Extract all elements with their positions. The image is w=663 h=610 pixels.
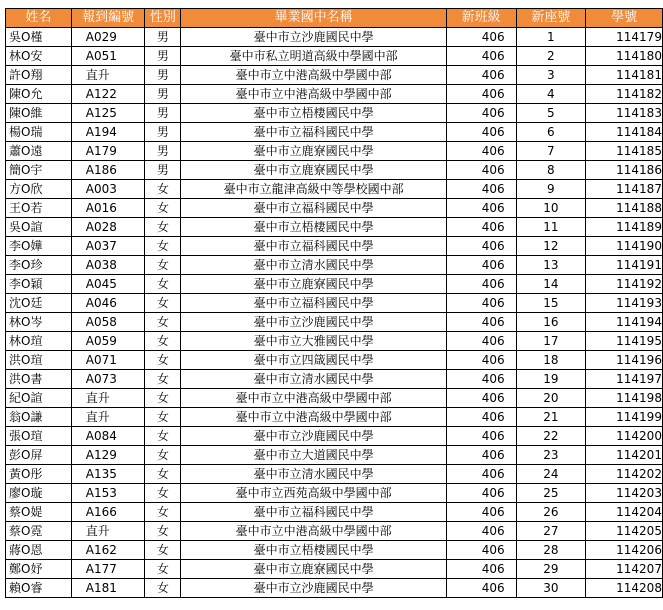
cell-class-number: 406 (446, 47, 516, 66)
cell-class-number: 406 (446, 313, 516, 332)
cell-class-number: 406 (446, 161, 516, 180)
cell-class-number: 406 (446, 389, 516, 408)
cell-class-number: 406 (446, 66, 516, 85)
cell-student-id: 114201 (586, 446, 663, 465)
cell-student-id: 114185 (586, 142, 663, 161)
cell-checkin-code: A162 (71, 541, 145, 560)
cell-gender: 女 (145, 199, 181, 218)
cell-seat-number: 2 (516, 47, 586, 66)
header-row (6, 9, 663, 28)
table-row (6, 66, 663, 85)
cell-class-number: 406 (446, 294, 516, 313)
cell-gender: 女 (145, 408, 181, 427)
cell-class-number: 406 (446, 427, 516, 446)
cell-student-name: 洪O書 (6, 370, 72, 389)
table-row (6, 104, 663, 123)
cell-seat-number: 11 (516, 218, 586, 237)
table-row (6, 294, 663, 313)
table-row (6, 28, 663, 47)
cell-seat-number: 8 (516, 161, 586, 180)
roster-body (6, 28, 663, 598)
cell-class-number: 406 (446, 541, 516, 560)
cell-student-name: 李O穎 (6, 275, 72, 294)
cell-student-name: 簡O宇 (6, 161, 72, 180)
cell-student-id: 114204 (586, 503, 663, 522)
cell-class-number: 406 (446, 256, 516, 275)
cell-student-id: 114182 (586, 85, 663, 104)
cell-seat-number: 30 (516, 579, 586, 598)
cell-checkin-code: A016 (71, 199, 145, 218)
cell-gender: 女 (145, 446, 181, 465)
header-gender: 性別 (145, 9, 181, 28)
cell-student-name: 陳O允 (6, 85, 72, 104)
cell-gender: 女 (145, 351, 181, 370)
cell-school-name: 臺中市立鹿寮國民中學 (181, 161, 446, 180)
cell-student-id: 114186 (586, 161, 663, 180)
cell-school-name: 臺中市立大雅國民中學 (181, 332, 446, 351)
header-school: 畢業國中名稱 (181, 9, 446, 28)
cell-gender: 男 (145, 85, 181, 104)
cell-student-name: 沈O廷 (6, 294, 72, 313)
cell-student-id: 114198 (586, 389, 663, 408)
cell-seat-number: 29 (516, 560, 586, 579)
cell-checkin-code: A029 (71, 28, 145, 47)
cell-student-id: 114190 (586, 237, 663, 256)
cell-gender: 女 (145, 503, 181, 522)
cell-student-id: 114197 (586, 370, 663, 389)
cell-gender: 男 (145, 47, 181, 66)
cell-class-number: 406 (446, 560, 516, 579)
cell-class-number: 406 (446, 237, 516, 256)
cell-student-id: 114179 (586, 28, 663, 47)
cell-class-number: 406 (446, 408, 516, 427)
cell-gender: 女 (145, 465, 181, 484)
cell-student-name: 紀O諠 (6, 389, 72, 408)
cell-student-name: 蔡O媞 (6, 503, 72, 522)
cell-student-id: 114183 (586, 104, 663, 123)
cell-student-id: 114195 (586, 332, 663, 351)
cell-student-id: 114189 (586, 218, 663, 237)
table-row (6, 275, 663, 294)
cell-student-id: 114188 (586, 199, 663, 218)
cell-seat-number: 22 (516, 427, 586, 446)
table-row (6, 484, 663, 503)
cell-seat-number: 28 (516, 541, 586, 560)
cell-school-name: 臺中市立福科國民中學 (181, 123, 446, 142)
header-student-id: 學號 (586, 9, 663, 28)
cell-student-name: 吳O槿 (6, 28, 72, 47)
cell-student-id: 114192 (586, 275, 663, 294)
cell-seat-number: 9 (516, 180, 586, 199)
cell-seat-number: 15 (516, 294, 586, 313)
cell-student-name: 陳O維 (6, 104, 72, 123)
cell-class-number: 406 (446, 351, 516, 370)
cell-school-name: 臺中市立沙鹿國民中學 (181, 28, 446, 47)
cell-class-number: 406 (446, 180, 516, 199)
cell-class-number: 406 (446, 85, 516, 104)
cell-checkin-code: A177 (71, 560, 145, 579)
cell-student-name: 蔣O恩 (6, 541, 72, 560)
cell-checkin-code: A046 (71, 294, 145, 313)
cell-school-name: 臺中市立福科國民中學 (181, 199, 446, 218)
cell-student-name: 彭O屏 (6, 446, 72, 465)
cell-school-name: 臺中市立清水國民中學 (181, 256, 446, 275)
cell-school-name: 臺中市立福科國民中學 (181, 237, 446, 256)
table-row (6, 389, 663, 408)
table-row (6, 370, 663, 389)
cell-student-name: 洪O瑄 (6, 351, 72, 370)
table-row (6, 332, 663, 351)
cell-student-id: 114181 (586, 66, 663, 85)
cell-class-number: 406 (446, 522, 516, 541)
cell-checkin-code: A073 (71, 370, 145, 389)
cell-school-name: 臺中市立中港高級中學國中部 (181, 522, 446, 541)
cell-school-name: 臺中市立梧棲國民中學 (181, 541, 446, 560)
cell-student-id: 114205 (586, 522, 663, 541)
cell-student-name: 林O安 (6, 47, 72, 66)
cell-checkin-code: A166 (71, 503, 145, 522)
cell-seat-number: 16 (516, 313, 586, 332)
cell-gender: 女 (145, 275, 181, 294)
cell-student-name: 王O若 (6, 199, 72, 218)
cell-student-id: 114187 (586, 180, 663, 199)
cell-class-number: 406 (446, 370, 516, 389)
table-row (6, 522, 663, 541)
cell-gender: 女 (145, 332, 181, 351)
cell-seat-number: 17 (516, 332, 586, 351)
cell-seat-number: 23 (516, 446, 586, 465)
cell-student-id: 114180 (586, 47, 663, 66)
cell-student-id: 114191 (586, 256, 663, 275)
cell-student-name: 鄭O妤 (6, 560, 72, 579)
table-row (6, 408, 663, 427)
cell-gender: 女 (145, 541, 181, 560)
cell-checkin-code: A003 (71, 180, 145, 199)
cell-seat-number: 4 (516, 85, 586, 104)
cell-school-name: 臺中市立鹿寮國民中學 (181, 142, 446, 161)
cell-checkin-code: A135 (71, 465, 145, 484)
cell-school-name: 臺中市立四箴國民中學 (181, 351, 446, 370)
table-row (6, 560, 663, 579)
cell-class-number: 406 (446, 503, 516, 522)
cell-gender: 男 (145, 66, 181, 85)
cell-student-name: 李O珍 (6, 256, 72, 275)
cell-checkin-code: A059 (71, 332, 145, 351)
table-row (6, 161, 663, 180)
cell-seat-number: 12 (516, 237, 586, 256)
cell-student-name: 許O翔 (6, 66, 72, 85)
cell-checkin-code: A058 (71, 313, 145, 332)
cell-school-name: 臺中市立清水國民中學 (181, 465, 446, 484)
table-row (6, 199, 663, 218)
cell-gender: 男 (145, 161, 181, 180)
table-row (6, 47, 663, 66)
cell-seat-number: 25 (516, 484, 586, 503)
cell-gender: 男 (145, 104, 181, 123)
cell-seat-number: 14 (516, 275, 586, 294)
cell-student-id: 114184 (586, 123, 663, 142)
table-row (6, 351, 663, 370)
table-row (6, 446, 663, 465)
cell-student-name: 楊O瑞 (6, 123, 72, 142)
table-row (6, 256, 663, 275)
cell-checkin-code: A028 (71, 218, 145, 237)
table-row (6, 218, 663, 237)
cell-student-name: 黃O彤 (6, 465, 72, 484)
cell-checkin-code: A122 (71, 85, 145, 104)
cell-class-number: 406 (446, 465, 516, 484)
cell-school-name: 臺中市立梧棲國民中學 (181, 104, 446, 123)
cell-school-name: 臺中市立沙鹿國民中學 (181, 579, 446, 598)
cell-gender: 女 (145, 256, 181, 275)
cell-school-name: 臺中市立西苑高級中學國中部 (181, 484, 446, 503)
cell-student-id: 114196 (586, 351, 663, 370)
cell-student-id: 114203 (586, 484, 663, 503)
table-row (6, 237, 663, 256)
cell-checkin-code: A045 (71, 275, 145, 294)
cell-class-number: 406 (446, 104, 516, 123)
cell-checkin-code: A038 (71, 256, 145, 275)
cell-class-number: 406 (446, 28, 516, 47)
cell-gender: 女 (145, 313, 181, 332)
cell-school-name: 臺中市立福科國民中學 (181, 294, 446, 313)
cell-seat-number: 18 (516, 351, 586, 370)
cell-school-name: 臺中市立鹿寮國民中學 (181, 560, 446, 579)
cell-class-number: 406 (446, 199, 516, 218)
table-row (6, 541, 663, 560)
cell-seat-number: 26 (516, 503, 586, 522)
cell-student-id: 114206 (586, 541, 663, 560)
table-row (6, 579, 663, 598)
header-class: 新班級 (446, 9, 516, 28)
cell-student-id: 114193 (586, 294, 663, 313)
table-row (6, 123, 663, 142)
cell-student-name: 蕭O遠 (6, 142, 72, 161)
table-row (6, 427, 663, 446)
cell-seat-number: 5 (516, 104, 586, 123)
cell-student-name: 林O瑄 (6, 332, 72, 351)
cell-seat-number: 7 (516, 142, 586, 161)
cell-student-name: 廖O璇 (6, 484, 72, 503)
cell-seat-number: 27 (516, 522, 586, 541)
table-row (6, 313, 663, 332)
cell-school-name: 臺中市立中港高級中學國中部 (181, 85, 446, 104)
cell-seat-number: 20 (516, 389, 586, 408)
cell-student-id: 114200 (586, 427, 663, 446)
cell-gender: 男 (145, 123, 181, 142)
cell-gender: 女 (145, 389, 181, 408)
cell-school-name: 臺中市立鹿寮國民中學 (181, 275, 446, 294)
cell-gender: 男 (145, 142, 181, 161)
cell-checkin-code: A084 (71, 427, 145, 446)
cell-checkin-code: A186 (71, 161, 145, 180)
cell-school-name: 臺中市立大道國民中學 (181, 446, 446, 465)
table-row (6, 503, 663, 522)
cell-school-name: 臺中市私立明道高級中學國中部 (181, 47, 446, 66)
header-code: 報到編號 (71, 9, 145, 28)
cell-school-name: 臺中市立中港高級中學國中部 (181, 408, 446, 427)
cell-class-number: 406 (446, 142, 516, 161)
cell-seat-number: 6 (516, 123, 586, 142)
cell-checkin-code: A179 (71, 142, 145, 161)
cell-student-id: 114194 (586, 313, 663, 332)
cell-gender: 女 (145, 522, 181, 541)
cell-school-name: 臺中市立梧棲國民中學 (181, 218, 446, 237)
cell-student-name: 李O嬅 (6, 237, 72, 256)
cell-checkin-code: 直升 (71, 522, 145, 541)
cell-class-number: 406 (446, 275, 516, 294)
cell-seat-number: 1 (516, 28, 586, 47)
cell-checkin-code: A037 (71, 237, 145, 256)
cell-gender: 女 (145, 218, 181, 237)
cell-seat-number: 19 (516, 370, 586, 389)
cell-school-name: 臺中市立龍津高級中等學校國中部 (181, 180, 446, 199)
cell-gender: 女 (145, 370, 181, 389)
cell-checkin-code: 直升 (71, 408, 145, 427)
cell-seat-number: 3 (516, 66, 586, 85)
cell-gender: 女 (145, 560, 181, 579)
cell-school-name: 臺中市立中港高級中學國中部 (181, 389, 446, 408)
cell-class-number: 406 (446, 332, 516, 351)
table-row (6, 85, 663, 104)
cell-class-number: 406 (446, 579, 516, 598)
cell-student-name: 翁O謙 (6, 408, 72, 427)
cell-checkin-code: A194 (71, 123, 145, 142)
cell-checkin-code: A071 (71, 351, 145, 370)
student-roster-table (5, 8, 663, 598)
table-row (6, 180, 663, 199)
cell-checkin-code: A129 (71, 446, 145, 465)
cell-seat-number: 10 (516, 199, 586, 218)
cell-student-id: 114207 (586, 560, 663, 579)
cell-student-name: 張O瑄 (6, 427, 72, 446)
cell-gender: 女 (145, 427, 181, 446)
cell-gender: 女 (145, 484, 181, 503)
cell-school-name: 臺中市立沙鹿國民中學 (181, 427, 446, 446)
cell-student-name: 方O欣 (6, 180, 72, 199)
cell-student-id: 114208 (586, 579, 663, 598)
cell-class-number: 406 (446, 484, 516, 503)
header-name: 姓名 (6, 9, 72, 28)
cell-student-name: 林O岑 (6, 313, 72, 332)
cell-checkin-code: A125 (71, 104, 145, 123)
cell-class-number: 406 (446, 446, 516, 465)
cell-checkin-code: A051 (71, 47, 145, 66)
cell-checkin-code: A181 (71, 579, 145, 598)
cell-checkin-code: A153 (71, 484, 145, 503)
table-row (6, 465, 663, 484)
cell-student-id: 114199 (586, 408, 663, 427)
cell-class-number: 406 (446, 218, 516, 237)
cell-seat-number: 13 (516, 256, 586, 275)
cell-gender: 女 (145, 180, 181, 199)
cell-student-name: 賴O睿 (6, 579, 72, 598)
cell-gender: 女 (145, 237, 181, 256)
cell-checkin-code: 直升 (71, 389, 145, 408)
cell-checkin-code: 直升 (71, 66, 145, 85)
cell-class-number: 406 (446, 123, 516, 142)
cell-school-name: 臺中市立福科國民中學 (181, 503, 446, 522)
cell-school-name: 臺中市立沙鹿國民中學 (181, 313, 446, 332)
cell-seat-number: 24 (516, 465, 586, 484)
cell-school-name: 臺中市立中港高級中學國中部 (181, 66, 446, 85)
cell-gender: 女 (145, 579, 181, 598)
cell-student-name: 蔡O霓 (6, 522, 72, 541)
cell-seat-number: 21 (516, 408, 586, 427)
header-seat: 新座號 (516, 9, 586, 28)
cell-gender: 女 (145, 294, 181, 313)
cell-school-name: 臺中市立清水國民中學 (181, 370, 446, 389)
table-row (6, 142, 663, 161)
cell-student-name: 吳O諠 (6, 218, 72, 237)
cell-student-id: 114202 (586, 465, 663, 484)
cell-gender: 男 (145, 28, 181, 47)
